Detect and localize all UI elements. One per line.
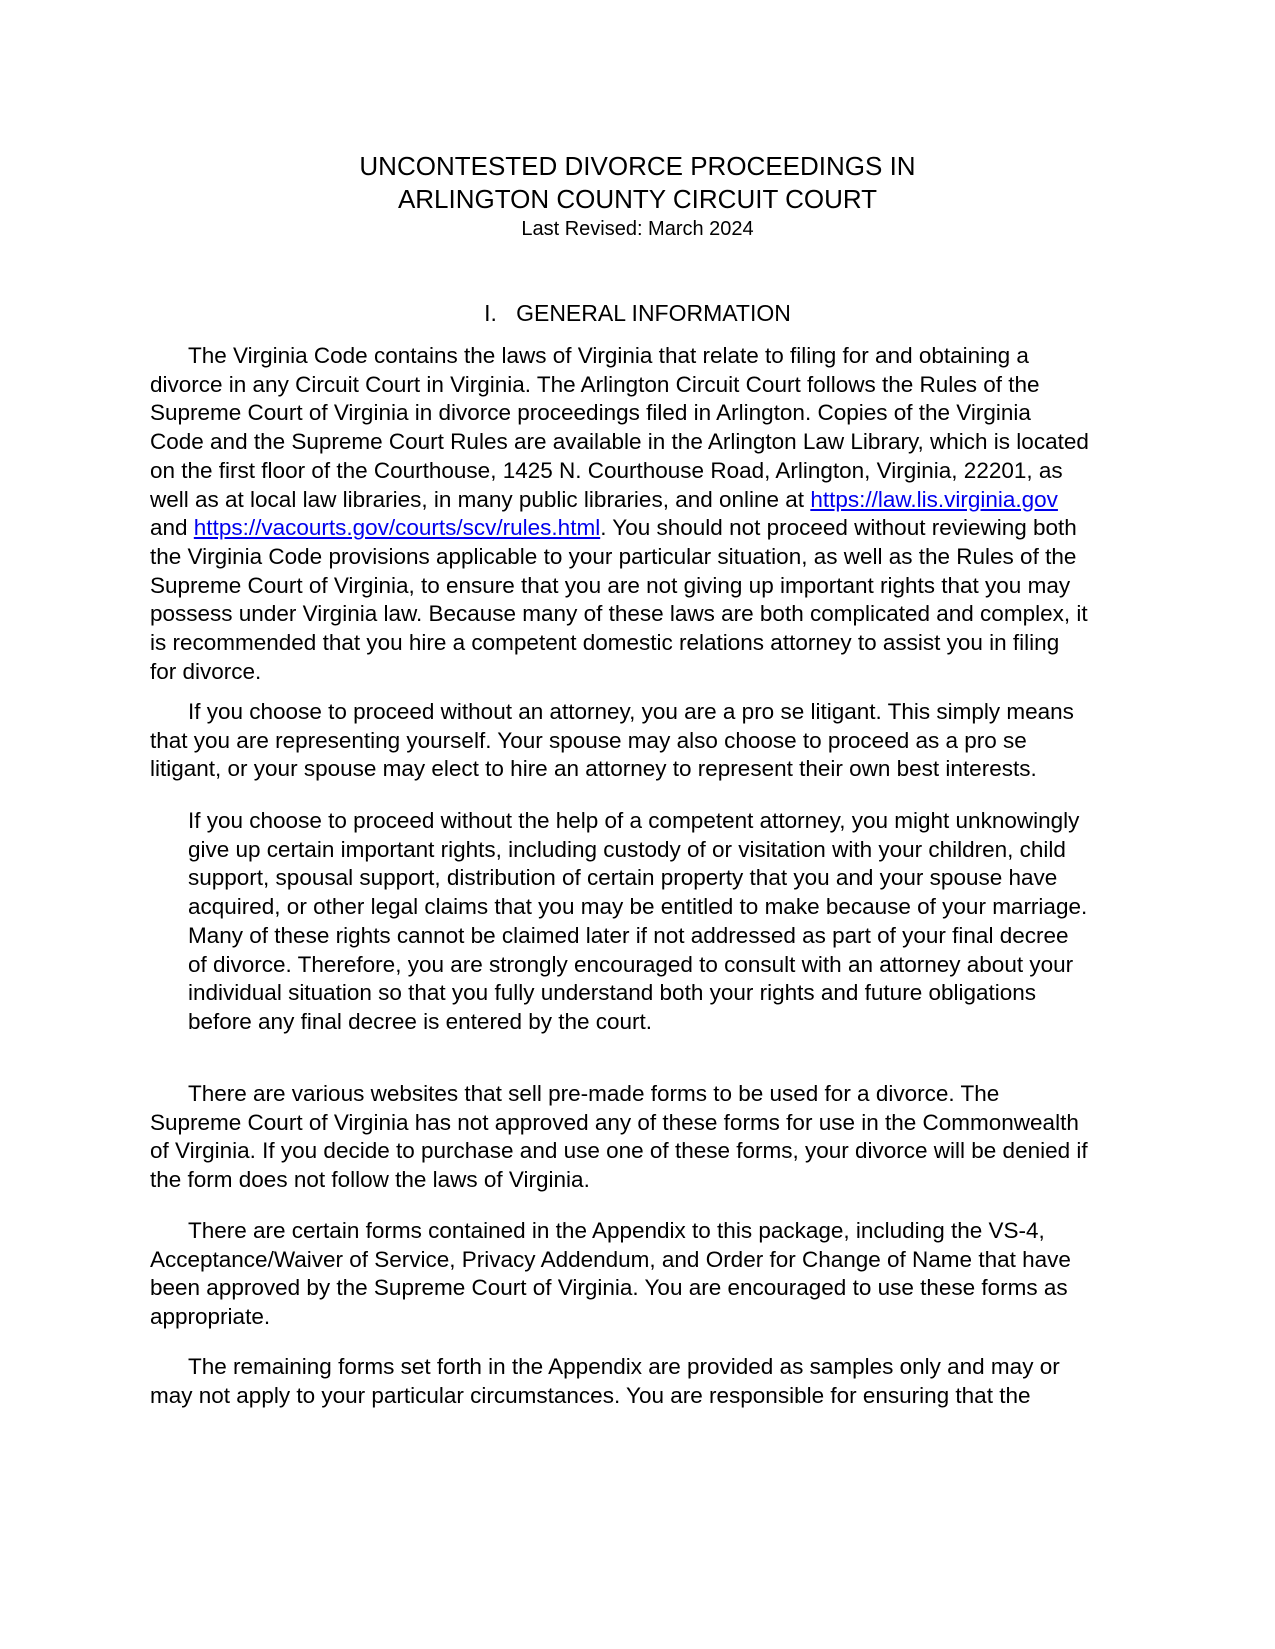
paragraph-6: The remaining forms set forth in the Appendix are provided as samples only and may or may not apply to your particular circumstances. You are responsible for ensuring that the [150,1354,1060,1408]
paragraph-1 [150,342,1090,686]
paragraph-1-text-a: The Virginia Code contains the laws of Virginia that relate to filing for and obtaining a divorce in any Circuit Court in Virginia. The Arlington Circuit Court follows the Rules of the Supreme Court of Virginia in divorce proceedings filed in Arlington. Copies of the Virginia Code and the Supreme Court Rules are available in the Arlington Law Library, which is located on the first floor of the Courthouse, 1425 N. Courthouse Road, Arlington, Virginia, 22201, as well as at local law libraries, in many public libraries, and online at [150,343,1089,512]
document-title-line2: ARLINGTON COUNTY CIRCUIT COURT [397,184,878,214]
supreme-court-rules-link[interactable]: https://vacourts.gov/courts/scv/rules.html [193,515,601,541]
paragraph-1-and: and [150,515,194,541]
paragraph-4: There are various websites that sell pre-made forms to be used for a divorce. The Supreme Court of Virginia has not approved any of these forms for use in the Commonwealth of Virginia. If you decide to purchase and use one of these forms, your divorce will be denied if the form does not follow the laws of Virginia. [150,1081,1088,1193]
virginia-code-link[interactable]: https://law.lis.virginia.gov [810,486,1058,512]
paragraph-1-text-b: . You should not proceed without reviewing both the Virginia Code provisions applicable to your particular situation, as well as the Rules of the Supreme Court of Virginia, to ensure that you are not giving up important rights that you may possess under Virginia law. Because many of these laws are both complicated and complex, it is recommended that you hire a competent domestic relations attorney to assist you in filing for divorce. [150,515,1088,684]
section-heading: I. GENERAL INFORMATION [484,300,791,326]
paragraph-5: There are certain forms contained in the Appendix to this package, including the VS-4, Acceptance/Waiver of Service, Privacy Addendum, and Order for Change of Name that have been approved by the Supreme Court of Virginia. You are encouraged to use these forms as appropriate. [150,1218,1071,1330]
revision-date: Last Revised: March 2024 [521,218,754,240]
paragraph-2: If you choose to proceed without an attorney, you are a pro se litigant. This simply means that you are representing yourself. Your spouse may also choose to proceed as a pro se litigant, or your spouse may elect to hire an attorney to represent their own best interests. [150,699,1074,782]
document-title-line1: UNCONTESTED DIVORCE PROCEEDINGS IN [359,151,916,181]
paragraph-3-indented: If you choose to proceed without the help of a competent attorney, you might unknowingly give up certain important rights, including custody of or visitation with your children, child support, spousal support, distribution of certain property that you and your spouse have acquired, or other legal claims that you may be entitled to make because of your marriage. Many of these rights cannot be claimed later if not addressed as part of your final decree of divorce. Therefore, you are strongly encouraged to consult with an attorney about your individual situation so that you fully understand both your rights and future obligations before any final decree is entered by the court. [188,808,1088,1034]
